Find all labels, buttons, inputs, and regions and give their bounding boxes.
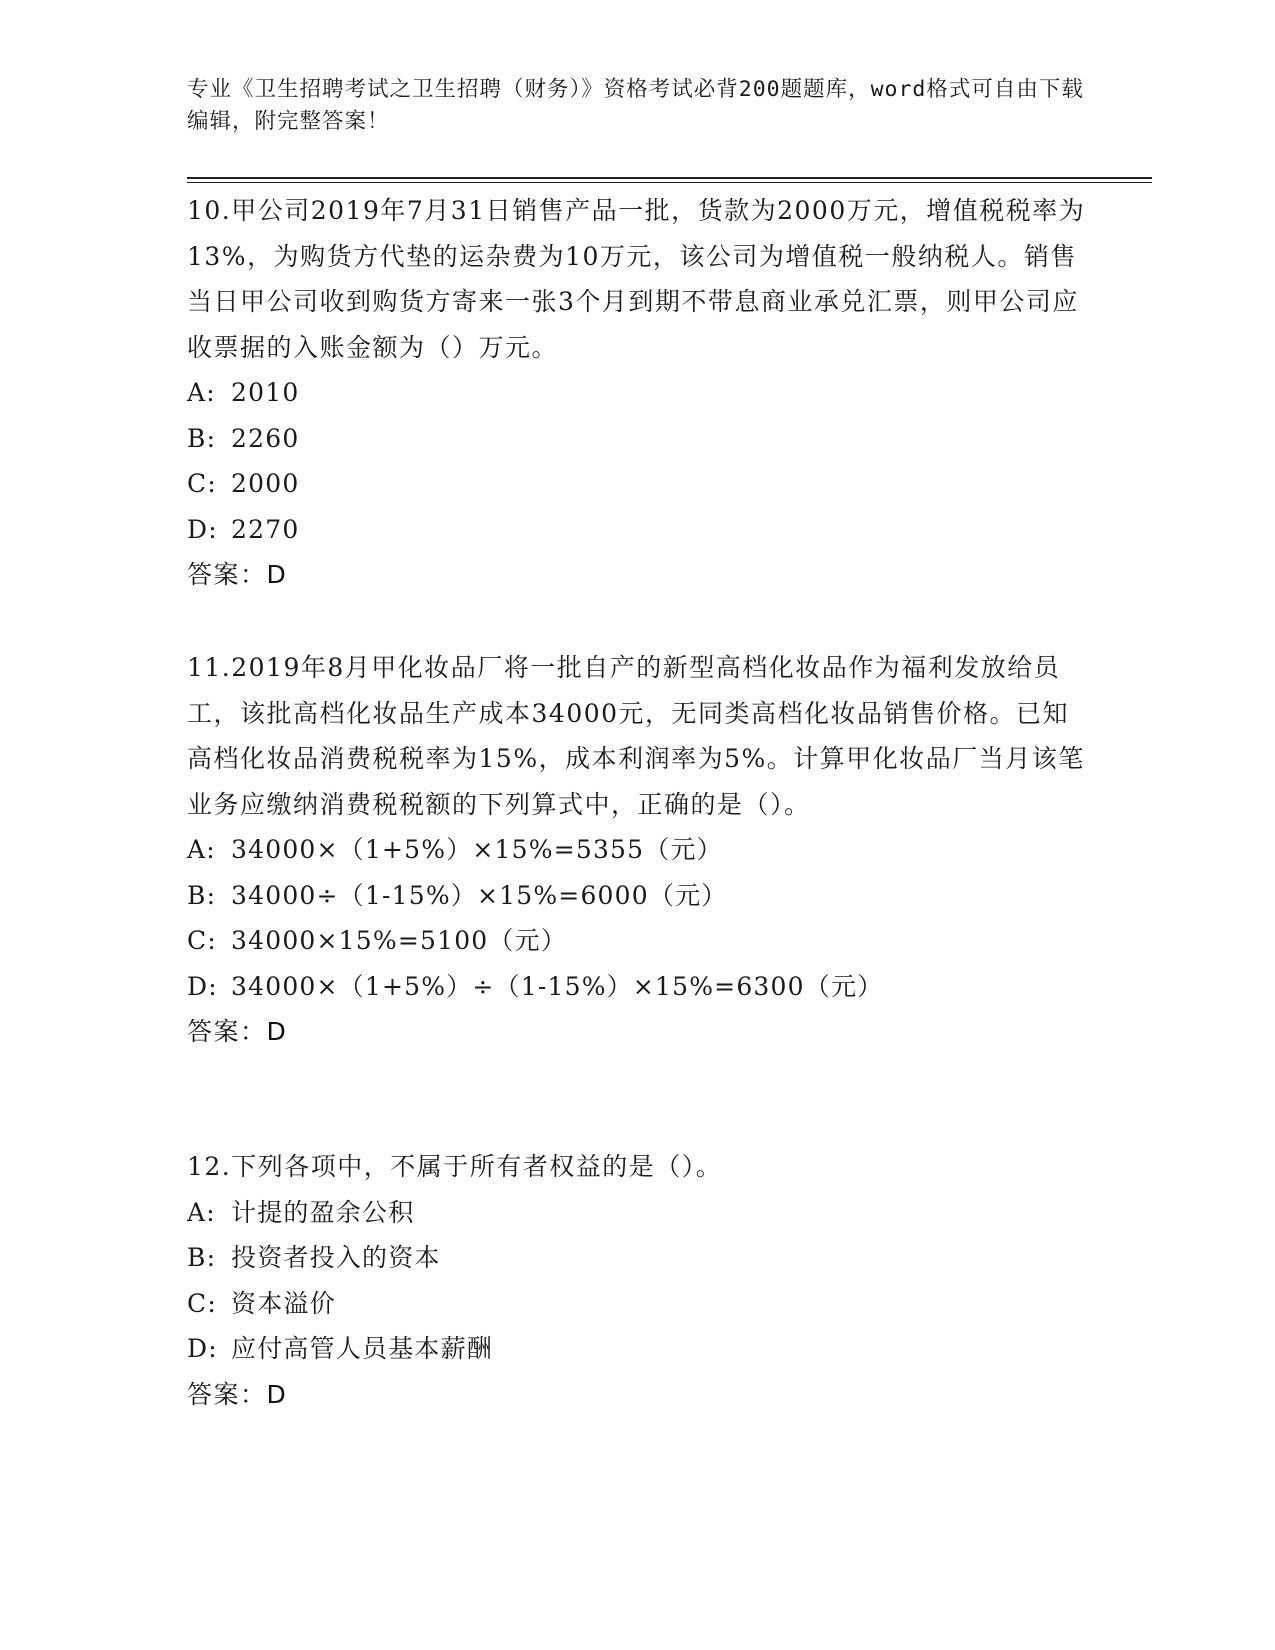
option-letter: A: [187, 1197, 216, 1227]
option-b [187, 1235, 1087, 1281]
option-a [187, 370, 1087, 416]
option-c [187, 1281, 1087, 1327]
option-letter: D: [187, 971, 218, 1001]
option-b [187, 873, 1087, 919]
option-text: 投资者投入的资本 [231, 1243, 441, 1272]
option-text: 34000÷（1-15%）×15%=6000（元） [231, 880, 728, 910]
header-divider [187, 177, 1152, 179]
answer-line: 答案：D [187, 1379, 288, 1409]
option-letter: A: [187, 835, 216, 864]
option-text: 34000×15%=5100（元） [231, 926, 568, 955]
question-stem: 10.甲公司2019年7月31日销售产品一批，货款为2000万元，增值税税率为13%，为购货方代垫的运杂费为10万元，该公司为增值税一般纳税人。销售当日甲公司收到购货方寄来一张3个月到期不带息商业承兑汇票，则甲公司应收票据的入账金额为（）万元。 [187, 196, 1086, 362]
option-text: 34000×（1+5%）÷（1-15%）×15%=6300（元） [231, 971, 884, 1001]
question-12 [187, 1144, 1087, 1417]
option-letter: D: [187, 1334, 218, 1363]
option-text: 2270 [231, 514, 300, 544]
option-letter: B: [187, 1243, 217, 1272]
option-c [187, 461, 1087, 507]
option-letter: C: [187, 926, 217, 955]
question-10 [187, 188, 1087, 598]
question-stem: 11.2019年8月甲化妆品厂将一批自产的新型高档化妆品作为福利发放给员工，该批高档化妆品生产成本34000元，无同类高档化妆品销售价格。已知高档化妆品消费税税率为15%，成本利润率为5%。计算甲化妆品厂当月该笔业务应缴纳消费税税额的下列算式中，正确的是（）。 [187, 653, 1085, 819]
option-a [187, 827, 1087, 873]
option-text: 资本溢价 [231, 1288, 336, 1318]
option-letter: D: [187, 514, 218, 544]
option-letter: A: [187, 378, 216, 407]
document-header: 专业《卫生招聘考试之卫生招聘（财务）》资格考试必背200题题库，word格式可自由下载编辑，附完整答案！ [187, 77, 1084, 134]
option-letter: C: [187, 469, 217, 498]
answer-line: 答案：D [187, 1017, 288, 1046]
option-text: 应付高管人员基本薪酬 [231, 1334, 494, 1363]
question-stem: 12.下列各项中，不属于所有者权益的是（）。 [187, 1152, 723, 1181]
option-a [187, 1190, 1087, 1236]
question-11 [187, 645, 1087, 1055]
option-text: 34000×（1+5%）×15%=5355（元） [231, 835, 723, 864]
answer-line: 答案：D [187, 560, 288, 589]
option-text: 计提的盈余公积 [231, 1197, 415, 1227]
option-d [187, 507, 1087, 553]
option-letter: B: [187, 880, 217, 910]
option-c [187, 918, 1087, 964]
header-divider-thin [187, 182, 1152, 183]
option-text: 2000 [231, 469, 300, 498]
option-d [187, 1326, 1087, 1372]
option-text: 2260 [231, 423, 300, 453]
option-d [187, 964, 1087, 1010]
option-letter: B: [187, 423, 217, 453]
option-text: 2010 [231, 378, 300, 407]
option-b [187, 416, 1087, 462]
option-letter: C: [187, 1288, 217, 1318]
